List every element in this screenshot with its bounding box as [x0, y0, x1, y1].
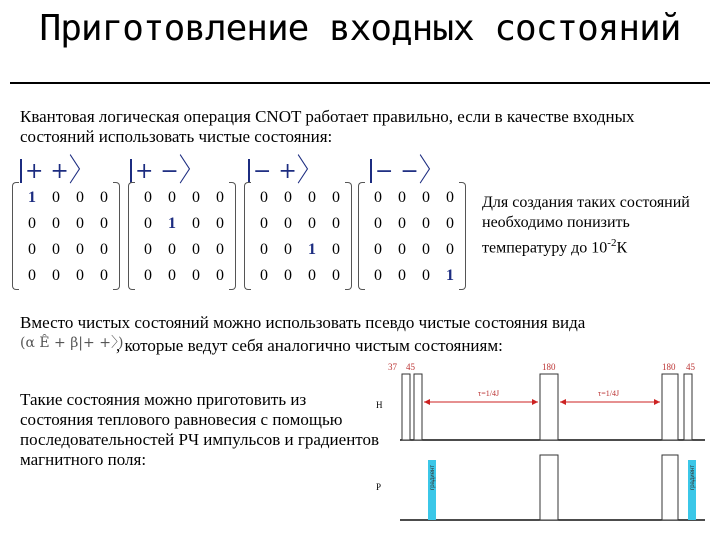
matrix-cell: 0	[52, 267, 60, 284]
matrix-cell: 0	[216, 267, 224, 284]
matrix-cell: 0	[52, 189, 60, 206]
matrix-cell: 0	[446, 215, 454, 232]
preparation-paragraph: Такие состояния можно приготовить из состояния теплового равновесия с помощью последовательностей РЧ импульсов и градиентов магнитного поля:	[20, 390, 380, 469]
matrix-cell: 0	[100, 215, 108, 232]
matrix-cell: 0	[332, 189, 340, 206]
matrix-cell: 0	[28, 241, 36, 258]
pulse-h-45	[414, 374, 422, 440]
matrix-cell: 0	[446, 241, 454, 258]
matrix-cell: 0	[216, 189, 224, 206]
label-180-a: 180	[542, 362, 556, 372]
matrix-cell: 0	[422, 189, 430, 206]
delay-label-2: τ=1/4J	[598, 389, 620, 398]
matrix-cell: 0	[76, 189, 84, 206]
delay-label-1: τ=1/4J	[478, 389, 500, 398]
matrix-cell: 0	[144, 241, 152, 258]
matrix-cell: 0	[374, 215, 382, 232]
density-matrix-mm	[358, 182, 466, 290]
matrix-cell: 0	[144, 189, 152, 206]
temperature-note: Для создания таких состояний необходимо понизить температуру до $10^{-2}К$	[482, 194, 690, 257]
matrix-cell: 0	[76, 215, 84, 232]
matrix-cell: 0	[168, 189, 176, 206]
matrix-cell: 0	[52, 215, 60, 232]
title-divider	[10, 82, 710, 84]
matrix-cell: 0	[100, 267, 108, 284]
matrix-cell: 0	[308, 215, 316, 232]
matrix-cell: 1	[308, 241, 316, 258]
pulse-p-180-b	[662, 455, 678, 520]
matrix-cell: 0	[28, 267, 36, 284]
page-title: Приготовление входных состояний	[39, 8, 681, 49]
matrix-cell: 0	[332, 241, 340, 258]
matrix-cell: 0	[192, 241, 200, 258]
matrix-cell: 0	[284, 241, 292, 258]
matrix-cell: 0	[374, 241, 382, 258]
label-45-b: 45	[686, 362, 695, 372]
matrix-cell: 0	[216, 241, 224, 258]
density-matrix-pp	[12, 182, 120, 290]
matrix-cell: 0	[374, 189, 382, 206]
intro-paragraph: Квантовая логическая операция CNOT работает правильно, если в качестве входных состояний использовать чистые состояния:	[20, 107, 635, 146]
matrix-cell: 0	[284, 189, 292, 206]
matrix-cell: 0	[398, 189, 406, 206]
matrix-cell: 0	[100, 241, 108, 258]
matrix-cell: 0	[422, 241, 430, 258]
matrix-cell: 0	[422, 215, 430, 232]
matrix-cell: 0	[144, 215, 152, 232]
ket-label-pp: + +〉	[20, 150, 93, 185]
matrix-cell: 0	[422, 267, 430, 284]
matrix-cell: 0	[260, 189, 268, 206]
matrix-cell: 0	[332, 215, 340, 232]
matrix-cell: 0	[192, 267, 200, 284]
matrix-cell: 0	[374, 267, 382, 284]
matrix-cell: 1	[28, 189, 36, 206]
matrix-cell: 0	[260, 267, 268, 284]
pseudo-pure-formula: (α Ê + β|+ +〉)	[20, 335, 124, 351]
matrix-cell: 1	[446, 267, 454, 284]
gradient-label-1: градиент	[430, 464, 436, 490]
matrix-cell: 0	[168, 241, 176, 258]
matrix-cell: 0	[144, 267, 152, 284]
matrix-cell: 0	[76, 267, 84, 284]
matrix-cell: 0	[260, 241, 268, 258]
pulse-p-180	[540, 455, 558, 520]
matrix-cell: 0	[446, 189, 454, 206]
label-180-b: 180	[662, 362, 676, 372]
matrix-cell: 0	[100, 189, 108, 206]
matrix-cell: 0	[284, 267, 292, 284]
row-label-h: H	[376, 400, 383, 410]
matrix-cell: 0	[398, 267, 406, 284]
matrix-cell: 0	[192, 189, 200, 206]
ket-label-pm: + −〉	[130, 150, 203, 185]
pulse-h-180-b	[662, 374, 678, 440]
matrix-cell: 0	[284, 215, 292, 232]
label-37: 37	[388, 362, 397, 372]
pulse-h-37	[402, 374, 410, 440]
matrix-cell: 1	[168, 215, 176, 232]
matrix-cell: 0	[260, 215, 268, 232]
matrix-cell: 0	[308, 189, 316, 206]
matrix-cell: 0	[398, 241, 406, 258]
density-matrix-pm	[128, 182, 236, 290]
matrix-cell: 0	[168, 267, 176, 284]
label-45: 45	[406, 362, 415, 372]
pulse-h-45-b	[684, 374, 692, 440]
pseudo-pure-tail: , которые ведут себя аналогично чистым состояниям:	[116, 336, 503, 355]
ket-label-mm: − −〉	[370, 150, 443, 185]
density-matrix-mp	[244, 182, 352, 290]
matrix-cell: 0	[28, 215, 36, 232]
matrix-cell: 0	[192, 215, 200, 232]
ket-label-mp: − +〉	[248, 150, 321, 185]
matrix-cell: 0	[52, 241, 60, 258]
gradient-label-2: градиент	[690, 464, 696, 490]
matrix-cell: 0	[308, 267, 316, 284]
matrix-cell: 0	[76, 241, 84, 258]
pseudo-pure-intro: Вместо чистых состояний можно использовать псевдо чистые состояния вида	[20, 313, 586, 332]
matrix-cell: 0	[398, 215, 406, 232]
row-label-p: P	[376, 482, 382, 492]
pulse-sequence-diagram	[370, 360, 710, 530]
pulse-h-180	[540, 374, 558, 440]
matrix-cell: 0	[332, 267, 340, 284]
matrix-cell: 0	[216, 215, 224, 232]
